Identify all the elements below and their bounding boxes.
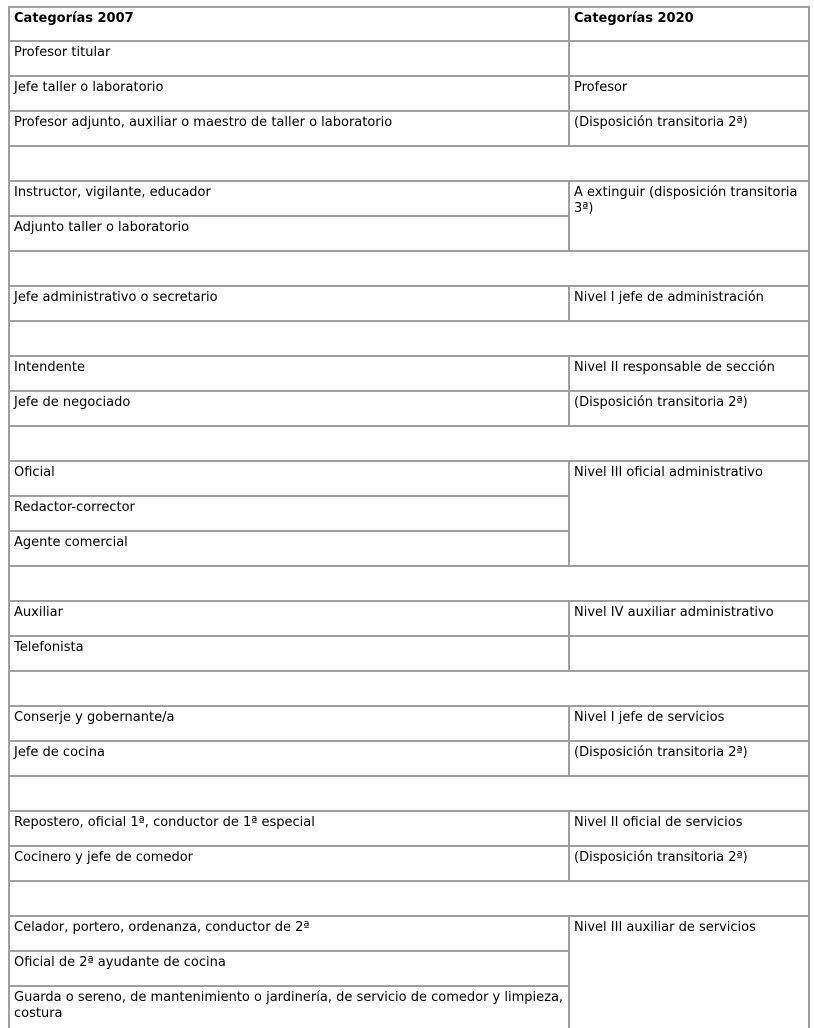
cell-2007-adjunto-taller: Adjunto taller o laboratorio: [9, 216, 569, 251]
spacer-row: [9, 881, 809, 916]
cell-2007-oficial: Oficial: [9, 461, 569, 496]
row-repostero: [9, 811, 809, 846]
cell-2007-agente-comercial: Agente comercial: [9, 531, 569, 566]
row-jefe-taller: [9, 76, 809, 111]
cell-2007-auxiliar: Auxiliar: [9, 601, 569, 636]
spacer-row: [9, 566, 809, 601]
cell-2020-nivel-3-auxiliar-servicios: Nivel III auxiliar de servicios: [569, 916, 809, 1028]
spacer-cell: [9, 881, 809, 916]
row-oficial: [9, 461, 809, 496]
row-cocinero: [9, 846, 809, 881]
spacer-cell: [9, 566, 809, 601]
cell-2020-disposicion-transitoria-2a: (Disposición transitoria 2ª): [569, 741, 809, 776]
spacer-cell: [9, 671, 809, 706]
cell-2020-disposicion-transitoria-2a: (Disposición transitoria 2ª): [569, 111, 809, 146]
spacer-cell: [9, 321, 809, 356]
row-telefonista: [9, 636, 809, 671]
spacer-cell: [9, 776, 809, 811]
spacer-row: [9, 671, 809, 706]
spacer-cell: [9, 251, 809, 286]
cell-2020-nivel-2-oficial-servicios: Nivel II oficial de servicios: [569, 811, 809, 846]
row-auxiliar: [9, 601, 809, 636]
row-jefe-cocina: [9, 741, 809, 776]
cell-2020-nivel-4-auxiliar-administrativo: Nivel IV auxiliar administrativo: [569, 601, 809, 636]
spacer-row: [9, 776, 809, 811]
spacer-row: [9, 426, 809, 461]
cell-2020-empty: [569, 636, 809, 671]
cell-2020-nivel-1-jefe-administracion: Nivel I jefe de administración: [569, 286, 809, 321]
cell-2007-oficial-2a-cocina: Oficial de 2ª ayudante de cocina: [9, 951, 569, 986]
row-jefe-administrativo: [9, 286, 809, 321]
spacer-cell: [9, 426, 809, 461]
cell-2007-cocinero: Cocinero y jefe de comedor: [9, 846, 569, 881]
row-intendente: [9, 356, 809, 391]
cell-2007-conserje: Conserje y gobernante/a: [9, 706, 569, 741]
cell-2007-profesor-titular: Profesor titular: [9, 41, 569, 76]
cell-2007-jefe-taller: Jefe taller o laboratorio: [9, 76, 569, 111]
cell-2007-instructor: Instructor, vigilante, educador: [9, 181, 569, 216]
row-instructor: [9, 181, 809, 216]
header-categorias-2007: Categorías 2007: [9, 7, 569, 41]
cell-2007-telefonista: Telefonista: [9, 636, 569, 671]
header-categorias-2020: Categorías 2020: [569, 7, 809, 41]
row-profesor-adjunto: [9, 111, 809, 146]
cell-2007-profesor-adjunto: Profesor adjunto, auxiliar o maestro de taller o laboratorio: [9, 111, 569, 146]
cell-2007-intendente: Intendente: [9, 356, 569, 391]
row-celador: [9, 916, 809, 951]
cell-2020-empty: [569, 41, 809, 76]
cell-2007-jefe-negociado: Jefe de negociado: [9, 391, 569, 426]
cell-2020-nivel-2-responsable-seccion: Nivel II responsable de sección: [569, 356, 809, 391]
cell-2007-celador: Celador, portero, ordenanza, conductor de 2ª: [9, 916, 569, 951]
cell-2007-jefe-cocina: Jefe de cocina: [9, 741, 569, 776]
row-conserje: [9, 706, 809, 741]
cell-2007-repostero: Repostero, oficial 1ª, conductor de 1ª especial: [9, 811, 569, 846]
cell-2020-disposicion-transitoria-2a: (Disposición transitoria 2ª): [569, 846, 809, 881]
spacer-row: [9, 146, 809, 181]
header-row: [9, 7, 809, 41]
cell-2020-nivel-1-jefe-servicios: Nivel I jefe de servicios: [569, 706, 809, 741]
cell-2020-disposicion-transitoria-2a: (Disposición transitoria 2ª): [569, 391, 809, 426]
cell-2020-profesor: Profesor: [569, 76, 809, 111]
cell-2007-redactor-corrector: Redactor-corrector: [9, 496, 569, 531]
cell-2007-guarda-sereno: Guarda o sereno, de mantenimiento o jardinería, de servicio de comedor y limpieza, costura: [9, 986, 569, 1028]
spacer-row: [9, 321, 809, 356]
spacer-cell: [9, 146, 809, 181]
cell-2007-jefe-administrativo: Jefe administrativo o secretario: [9, 286, 569, 321]
cell-2020-a-extinguir: A extinguir (disposición transitoria 3ª): [569, 181, 809, 251]
row-jefe-negociado: [9, 391, 809, 426]
cell-2020-nivel-3-oficial-administrativo: Nivel III oficial administrativo: [569, 461, 809, 566]
categories-mapping-table: [8, 6, 810, 1028]
row-profesor-titular: [9, 41, 809, 76]
spacer-row: [9, 251, 809, 286]
